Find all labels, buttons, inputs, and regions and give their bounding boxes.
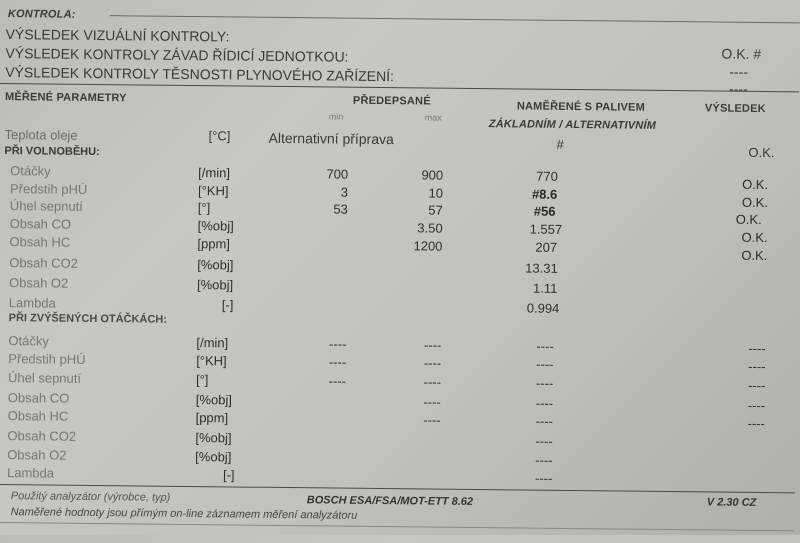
min-header: min	[328, 111, 344, 122]
param-unit: [ppm]	[195, 410, 229, 426]
param-max: 57	[428, 202, 443, 218]
param-name: Lambda	[6, 465, 55, 481]
analyzer-value: BOSCH ESA/FSA/MOT-ETT 8.62	[306, 494, 474, 508]
param-result: O.K.	[742, 176, 769, 193]
kontrola-title: KONTROLA:	[7, 8, 76, 21]
param-unit: [-]	[221, 297, 234, 313]
oil-temp-label: Teplota oleje	[4, 127, 78, 143]
param-measured: ----	[535, 452, 553, 468]
extra-dash: ----	[729, 80, 748, 97]
param-unit: [%obj]	[195, 449, 232, 465]
param-unit: [/min]	[198, 165, 231, 181]
param-result: O.K.	[741, 229, 768, 246]
param-name: Předstih pHÚ	[8, 351, 86, 367]
param-min: 700	[326, 166, 349, 182]
measured-params-header: MĚŘENÉ PARAMETRY	[4, 91, 127, 105]
param-max: ----	[424, 337, 442, 353]
param-measured: ----	[535, 395, 554, 411]
param-name: Obsah CO2	[9, 255, 78, 271]
param-result: O.K.	[741, 194, 769, 211]
param-measured: 0.994	[526, 300, 560, 316]
param-measured: 1.557	[529, 221, 563, 237]
gas-tightness-label: VÝSLEDEK KONTROLY TĚSNOSTI PLYNOVÉHO ZAŘÍZENÍ:	[5, 64, 395, 85]
param-unit: [%obj]	[195, 430, 232, 446]
param-result: O.K.	[735, 211, 762, 227]
param-measured: ----	[535, 433, 553, 449]
param-measured: #8.6	[531, 186, 558, 202]
param-measured: 1.11	[532, 280, 558, 296]
param-measured: ----	[536, 356, 554, 372]
param-result: ----	[748, 340, 766, 357]
param-name: Otáčky	[10, 163, 51, 179]
param-name: Úhel sepnutí	[7, 370, 82, 386]
param-measured: ----	[536, 338, 554, 354]
param-name: Obsah CO	[9, 216, 72, 232]
param-max: ----	[423, 394, 441, 410]
oil-temp-unit: [°C]	[208, 128, 231, 144]
param-unit: [°]	[195, 372, 209, 388]
param-max: ----	[423, 412, 441, 428]
measured-header-line2: ZÁKLADNÍM / ALTERNATIVNÍM	[488, 118, 657, 132]
param-name: Obsah O2	[8, 275, 69, 291]
top-rule	[110, 15, 800, 23]
param-min: 53	[333, 201, 348, 217]
param-max: 1200	[413, 238, 443, 254]
param-max: 3.50	[417, 220, 443, 236]
oil-temp-result: O.K.	[748, 144, 775, 161]
idle-section-title: PŘI VOLNOBĚHU:	[4, 145, 100, 159]
param-name: Obsah HC	[9, 234, 71, 250]
param-name: Otáčky	[8, 333, 49, 349]
param-unit: [%obj]	[197, 257, 234, 273]
analyzer-version: V 2.30 CZ	[706, 496, 757, 509]
param-measured: ----	[535, 375, 554, 391]
param-result: ----	[747, 377, 766, 394]
param-measured: 13.31	[525, 260, 558, 276]
param-unit: [-]	[222, 467, 235, 483]
param-unit: [°KH]	[196, 353, 227, 369]
param-measured: ----	[534, 470, 553, 486]
param-max: ----	[423, 355, 442, 371]
param-min: 3	[340, 184, 349, 200]
param-min: ----	[328, 354, 347, 370]
measurement-note: Naměřené hodnoty jsou přímým on-line záznamem měření analyzátoru	[10, 506, 358, 522]
param-measured: 207	[535, 239, 558, 255]
result-header: VÝSLEDEK	[704, 102, 766, 116]
oil-temp-measured: #	[556, 136, 564, 152]
param-unit: [ppm]	[197, 236, 231, 252]
param-name: Obsah O2	[7, 447, 67, 463]
visual-check-label: VÝSLEDEK VIZUÁLNÍ KONTROLY:	[5, 26, 230, 45]
param-unit: [°]	[197, 200, 211, 216]
param-unit: [/min]	[196, 335, 229, 351]
high-rpm-section-title: PŘI ZVÝŠENÝCH OTÁČKÁCH:	[8, 312, 168, 326]
param-name: Obsah HC	[7, 408, 69, 424]
param-name: Předstih pHÚ	[9, 181, 88, 197]
oil-temp-prep: Alternativní příprava	[268, 129, 394, 148]
param-min: ----	[329, 336, 347, 352]
header-rule	[0, 83, 799, 92]
bottom-rule	[0, 522, 794, 531]
param-name: Obsah CO	[7, 390, 70, 406]
param-result: ----	[748, 358, 766, 375]
param-unit: [°KH]	[197, 183, 229, 199]
param-max: ----	[423, 374, 442, 390]
param-result: ----	[747, 397, 766, 414]
param-max: 10	[428, 185, 444, 201]
param-unit: [%obj]	[195, 392, 233, 408]
param-result: ----	[747, 415, 766, 432]
param-name: Obsah CO2	[7, 428, 77, 444]
max-header: max	[424, 112, 442, 123]
measured-header-line1: NAMĚŘENÉ S PALIVEM	[516, 100, 646, 114]
param-unit: [%obj]	[197, 218, 234, 234]
param-max: 900	[421, 167, 444, 183]
param-min: ----	[328, 373, 347, 389]
ecu-check-result: O.K. #	[721, 45, 762, 62]
prescribed-header: PŘEDEPSANÉ	[352, 94, 431, 108]
analyzer-label: Použitý analyzátor (výrobce, typ)	[10, 490, 171, 504]
param-unit: [%obj]	[196, 277, 234, 293]
param-name: Lambda	[8, 295, 56, 311]
ecu-check-label: VÝSLEDEK KONTROLY ZÁVAD ŘÍDICÍ JEDNOTKOU:	[5, 45, 349, 65]
param-measured: 770	[536, 168, 558, 184]
param-measured: ----	[535, 413, 554, 429]
param-name: Úhel sepnutí	[9, 198, 83, 214]
param-measured: #56	[533, 203, 556, 219]
gas-tightness-result: ----	[729, 63, 749, 80]
param-result: O.K.	[741, 247, 768, 264]
